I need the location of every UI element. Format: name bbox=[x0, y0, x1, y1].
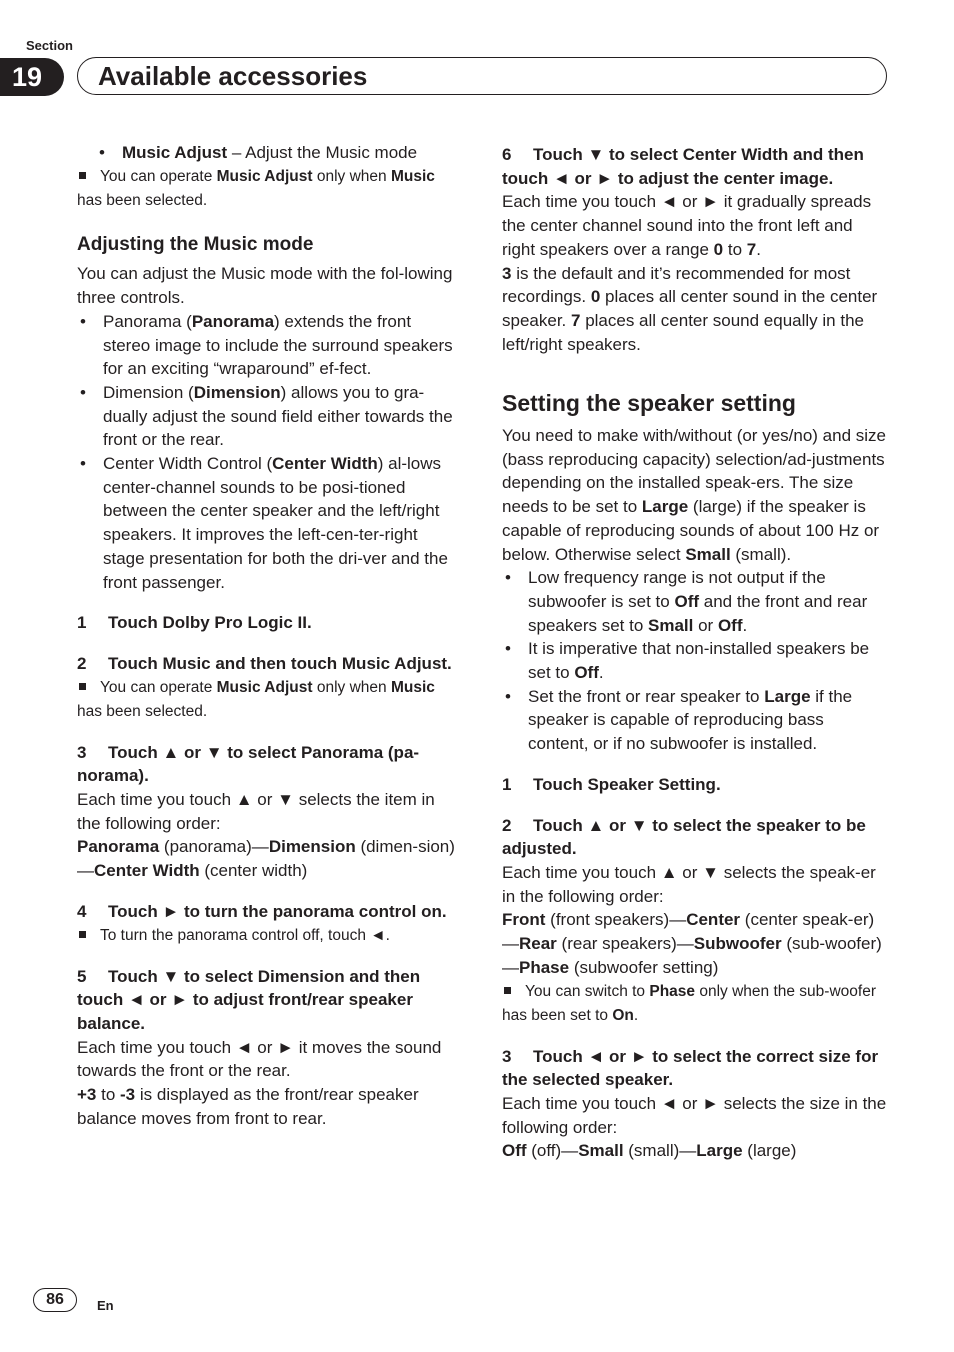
step-heading: 3 Touch ▲ or ▼ to select Panorama (pa-norama). bbox=[77, 742, 420, 786]
step-body: Each time you touch ◄ or ► selects the size in the following order: bbox=[502, 1093, 887, 1137]
step-heading: 2 Touch ▲ or ▼ to select the speaker to be adjusted. bbox=[502, 815, 866, 859]
section-label: Section bbox=[26, 38, 73, 53]
heading-speaker-setting: Setting the speaker setting bbox=[502, 390, 796, 417]
step-body: Each time you touch ▲ or ▼ selects the speak-er in the following order: bbox=[502, 862, 876, 906]
left-column bbox=[77, 141, 463, 1131]
paragraph: You can adjust the Music mode with the fol-lowing three controls. bbox=[77, 264, 453, 308]
intro-bullet: • Music Adjust – Adjust the Music mode bbox=[77, 141, 463, 165]
step-body: 3 is the default and it’s recommended for most recordings. 0 places all center sound in the center speaker. 7 places all center sound equally in the left/right speakers. bbox=[502, 263, 878, 354]
list-item: • Low frequency range is not output if the subwoofer is set to Off and the front and rear speakers set to Small or Off. bbox=[502, 566, 888, 637]
heading-adjusting-music-mode: Adjusting the Music mode bbox=[77, 233, 314, 255]
note-square-icon bbox=[79, 931, 86, 938]
list-item: • Set the front or rear speaker to Large if the speaker is capable of reproducing bass content, or if no subwoofer is installed. bbox=[502, 685, 888, 756]
page-title: Available accessories bbox=[77, 57, 887, 95]
paragraph: You need to make with/without (or yes/no) and size (bass reproducing capacity) selection/ad-justments depending on the installed speak-ers. The size needs to be set to Large (large) if the speaker is capable of reproducing sounds of about 100 Hz or below. Otherwise select Small (small). bbox=[502, 426, 886, 564]
step-heading: 3 Touch ◄ or ► to select the correct size for the selected speaker. bbox=[502, 1046, 879, 1090]
step-note: You can operate Music Adjust only when Music has been selected. bbox=[77, 678, 435, 720]
list-item: • It is imperative that non-installed speakers be set to Off. bbox=[502, 637, 888, 684]
step-order: Off (off)—Small (small)—Large (large) bbox=[502, 1141, 797, 1161]
language-label: En bbox=[97, 1298, 114, 1313]
step-order: Panorama (panorama)—Dimension (dimen-sion)—Center Width (center width) bbox=[77, 837, 455, 881]
list-item: • Dimension (Dimension) allows you to gra-dually adjust the sound field either towards the front or the rear. bbox=[77, 381, 463, 452]
step-heading: 1 Touch Speaker Setting. bbox=[502, 774, 721, 794]
step-note: To turn the panorama control off, touch ◄. bbox=[77, 924, 463, 948]
note-square-icon bbox=[79, 683, 86, 690]
page-number: 86 bbox=[33, 1288, 77, 1312]
right-column bbox=[502, 141, 888, 1163]
step-heading: 6 Touch ▼ to select Center Width and then touch ◄ or ► to adjust the center image. bbox=[502, 145, 864, 188]
step-body: +3 to -3 is displayed as the front/rear speaker balance moves from front to rear. bbox=[77, 1085, 419, 1128]
step-heading: 5 Touch ▼ to select Dimension and then touch ◄ or ► to adjust front/rear speaker balance. bbox=[77, 966, 421, 1033]
step-heading: 4 Touch ► to turn the panorama control on. bbox=[77, 901, 447, 921]
note-square-icon bbox=[504, 987, 511, 994]
step-body: Each time you touch ▲ or ▼ selects the item in the following order: bbox=[77, 790, 435, 833]
step-body: Each time you touch ◄ or ► it moves the sound towards the front or the rear. bbox=[77, 1037, 442, 1081]
intro-note: You can operate Music Adjust only when Music has been selected. bbox=[77, 167, 435, 209]
list-item: • Center Width Control (Center Width) al-lows center-channel sounds to be posi-tioned between the center speaker and the left/right speakers. It improves the left-cen-ter-right stage presentation for both the dri-ver and the front passenger. bbox=[77, 452, 463, 594]
step-note: You can switch to Phase only when the sub-woofer has been set to On. bbox=[502, 982, 876, 1024]
list-item: • Panorama (Panorama) extends the front stereo image to include the surround speakers for an exciting “wraparound” ef-fect. bbox=[77, 310, 463, 381]
step-order: Front (front speakers)—Center (center speak-er)—Rear (rear speakers)—Subwoofer (sub-woofer)—Phase (subwoofer setting) bbox=[502, 910, 882, 977]
note-square-icon bbox=[79, 172, 86, 179]
section-number-badge: 19 bbox=[0, 58, 64, 96]
step-heading: 1 Touch Dolby Pro Logic II. bbox=[77, 613, 312, 633]
step-body: Each time you touch ◄ or ► it gradually spreads the center channel sound into the front left and right speakers over a range 0 to 7. bbox=[502, 192, 872, 259]
step-heading: 2 Touch Music and then touch Music Adjust. bbox=[77, 653, 452, 673]
